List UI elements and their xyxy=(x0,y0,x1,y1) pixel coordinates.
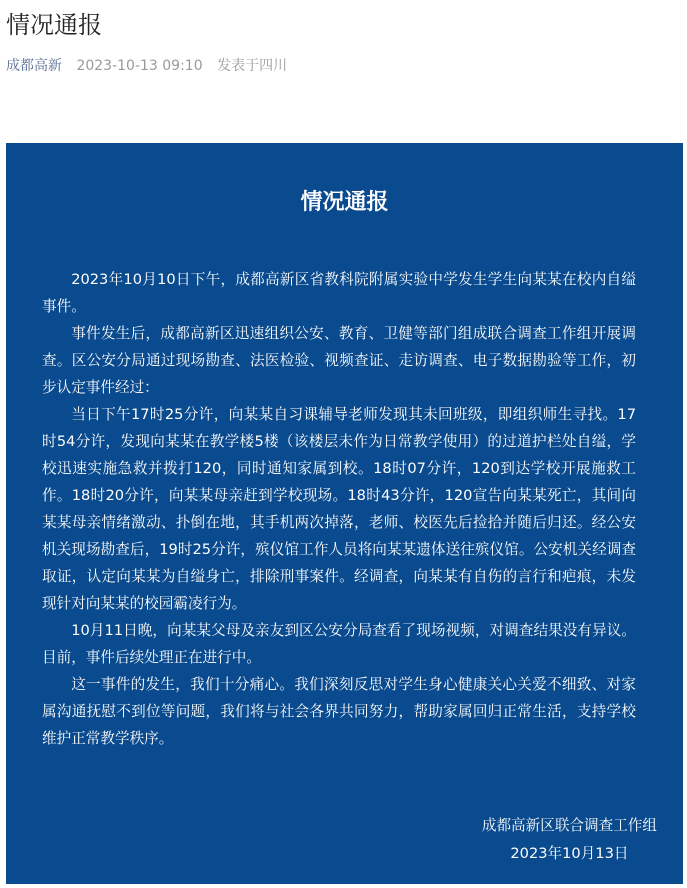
article-meta xyxy=(6,56,287,76)
notice-signature xyxy=(482,812,657,868)
author-link[interactable]: 成都高新 xyxy=(6,58,62,74)
notice-body xyxy=(42,266,636,752)
notice-paragraph-2: 事件发生后，成都高新区迅速组织公安、教育、卫健等部门组成联合调查工作组开展调查。区公安分局通过现场勘查、法医检验、视频查证、走访调查、电子数据勘验等工作，初步认定事件经过： xyxy=(42,325,636,396)
notice-title: 情况通报 xyxy=(300,190,389,215)
signature-date: 2023年10月13日 xyxy=(510,845,629,862)
notice-paragraph-5: 这一事件的发生，我们十分痛心。我们深刻反思对学生身心健康关心关爱不细致、对家属沟通抚慰不到位等问题，我们将与社会各界共同努力，帮助家属回归正常生活，支持学校维护正常教学秩序。 xyxy=(42,676,636,747)
publish-location: 发表于四川 xyxy=(217,58,288,74)
article-title: 情况通报 xyxy=(6,11,102,39)
notice-paragraph-1: 2023年10月10日下午，成都高新区省教科院附属实验中学发生学生向某某在校内自缢事件。 xyxy=(42,271,636,315)
notice-paragraph-3: 当日下午17时25分许，向某某自习课辅导老师发现其未回班级，即组织师生寻找。17时54分许，发现向某某在教学楼5楼（该楼层未作为日常教学使用）的过道护栏处自缢，学校迅速实施急救并拨打120，同时通知家属到校。18时07分许，120到达学校开展施救工作。18时20分许，向某某母亲赶到学校现场。18时43分许，120宣告向某某死亡，其间向某某母亲情绪激动、扑倒在地，其手机两次掉落，老师、校医先后捡拾并随后归还。经公安机关现场勘查后，19时25分许，殡仪馆工作人员将向某某遗体送往殡仪馆。公安机关经调查取证，认定向某某为自缢身亡，排除刑事案件。经调查，向某某有自伤的言行和疤痕，未发现针对向某某的校园霸凌行为。 xyxy=(42,406,636,612)
publish-date: 2023-10-13 09:10 xyxy=(76,58,203,74)
notice-image xyxy=(6,143,683,884)
signature-org: 成都高新区联合调查工作组 xyxy=(481,817,657,834)
notice-paragraph-4: 10月11日晚，向某某父母及亲友到区公安分局查看了现场视频，对调查结果没有异议。目前，事件后续处理正在进行中。 xyxy=(42,622,636,666)
